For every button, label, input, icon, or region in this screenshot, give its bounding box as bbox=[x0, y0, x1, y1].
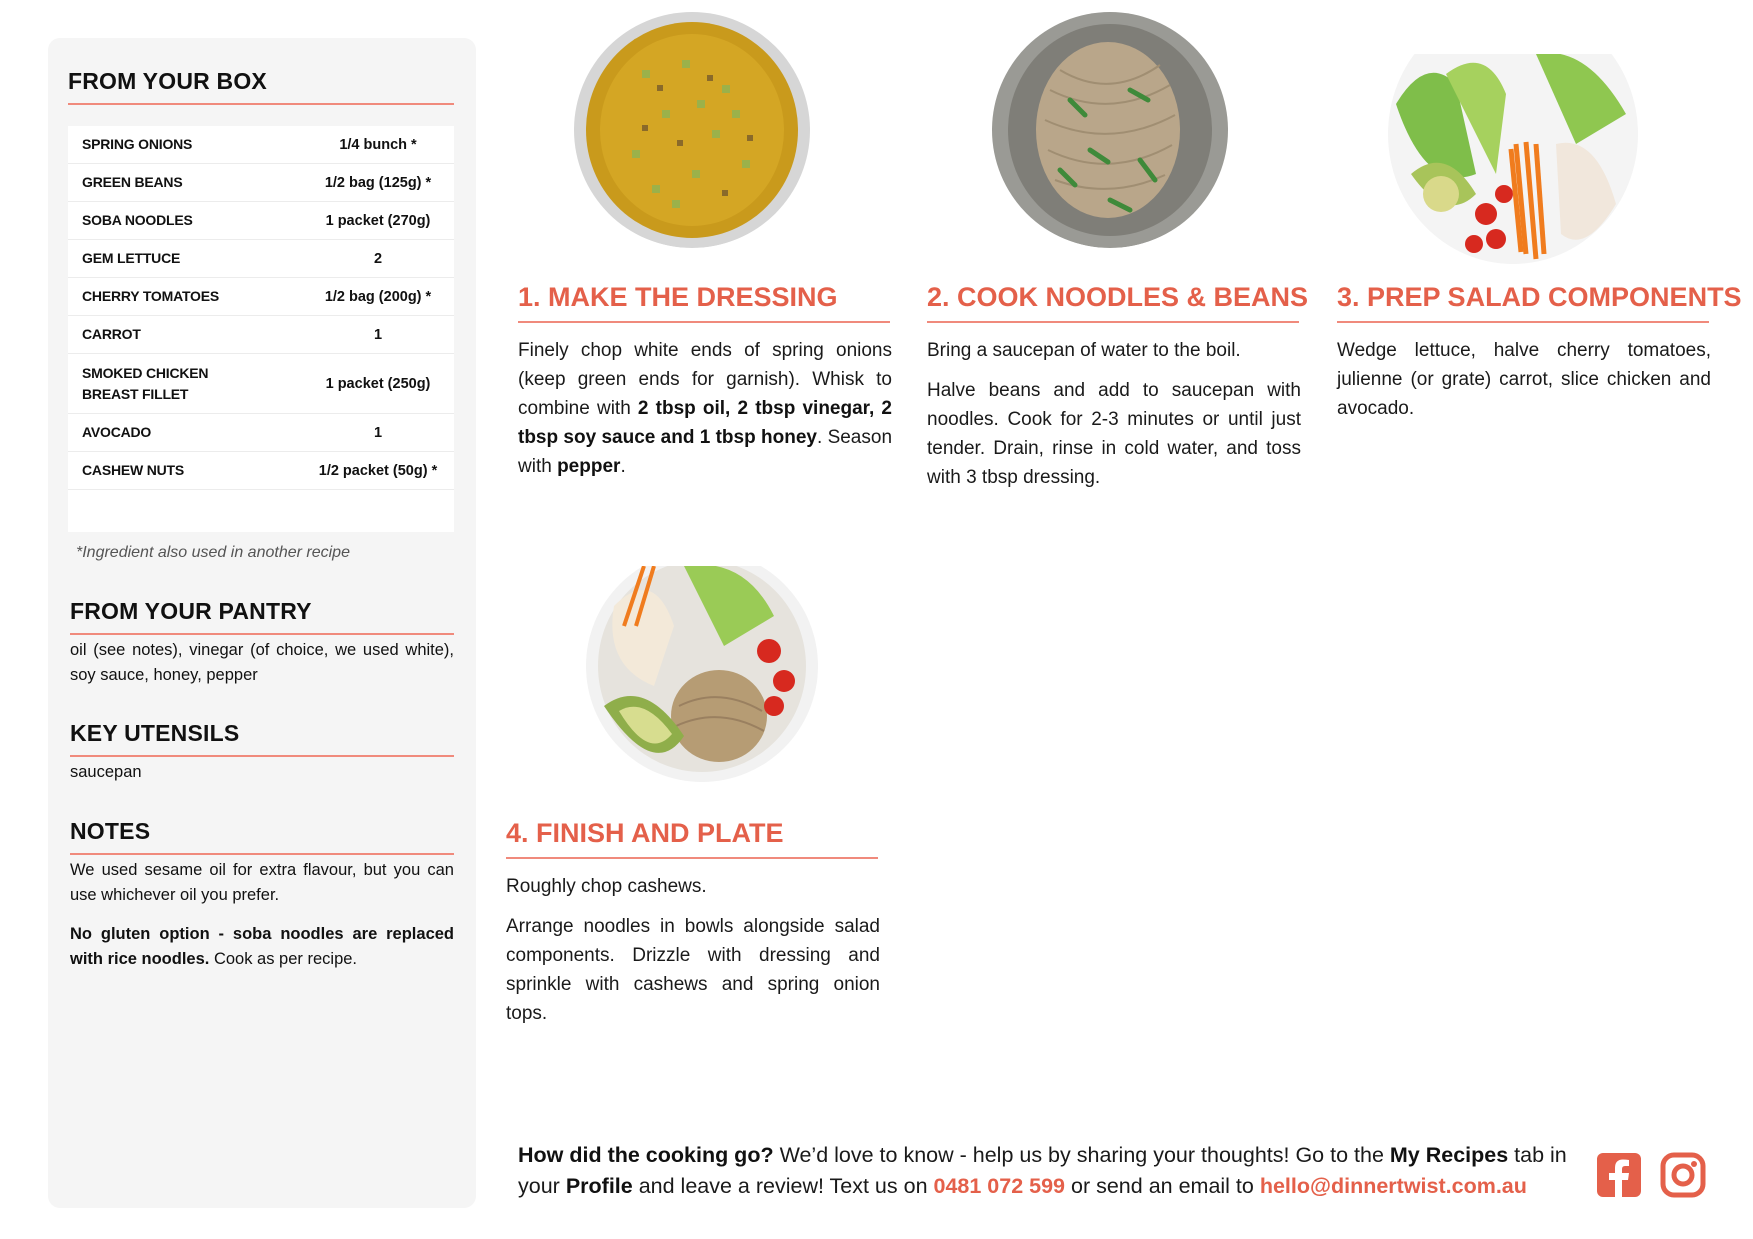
instagram-icon[interactable] bbox=[1660, 1152, 1706, 1198]
step-1-text-c: . Season with bbox=[518, 427, 893, 477]
ingredient-qty: 1 bbox=[373, 424, 383, 441]
gluten-note-bold: No gluten option - soba noodles are replaced with rice noodles. bbox=[70, 925, 454, 968]
ingredient-row bbox=[68, 316, 454, 354]
feedback-text-1: We’d love to know - help us by sharing your thoughts! Go to the bbox=[773, 1143, 1390, 1167]
ingredient-name: SPRING ONIONS bbox=[82, 136, 193, 152]
ingredient-row bbox=[68, 164, 454, 202]
ingredient-name: AVOCADO bbox=[82, 424, 152, 440]
facebook-icon[interactable] bbox=[1596, 1152, 1642, 1198]
notes-text: We used sesame oil for extra flavour, but you can use whichever oil you prefer. bbox=[70, 861, 454, 904]
ingredients-sidebar bbox=[48, 38, 476, 1208]
gluten-note-tail: Cook as per recipe. bbox=[209, 950, 358, 968]
ingredient-name: CHERRY TOMATOES bbox=[82, 288, 220, 304]
step-4-para-2: Arrange noodles in bowls alongside salad components. Drizzle with dressing and sprinkle with cashews and spring onion tops. bbox=[506, 916, 880, 1024]
ingredient-qty: 1 bbox=[373, 326, 383, 343]
ingredient-qty: 1/2 bag (125g) * bbox=[324, 174, 432, 191]
step-1-title: 1. MAKE THE DRESSING bbox=[518, 282, 890, 323]
ingredient-qty: 1/4 bunch * bbox=[339, 136, 417, 153]
ingredient-row bbox=[68, 414, 454, 452]
feedback-text-4: or send an email to bbox=[1065, 1174, 1260, 1198]
ingredient-qty: 2 bbox=[373, 250, 383, 267]
ingredient-footnote: *Ingredient also used in another recipe bbox=[76, 544, 350, 561]
dressing-bowl-image bbox=[572, 0, 812, 248]
step-4-text bbox=[506, 872, 880, 1039]
email-link[interactable]: hello@dinnertwist.com.au bbox=[1259, 1174, 1527, 1198]
step-1-text-pepper: pepper bbox=[557, 456, 621, 477]
ingredient-name: CARROT bbox=[82, 326, 141, 342]
from-your-box-title: FROM YOUR BOX bbox=[68, 68, 454, 105]
ingredient-name: GREEN BEANS bbox=[82, 174, 183, 190]
ingredient-qty: 1 packet (250g) bbox=[325, 375, 431, 392]
my-recipes-label: My Recipes bbox=[1389, 1143, 1509, 1167]
step-4-para-1: Roughly chop cashews. bbox=[506, 876, 707, 897]
ingredient-name: SMOKED CHICKEN BREAST FILLET bbox=[82, 364, 209, 402]
finished-plate-photo bbox=[584, 566, 820, 784]
ingredient-row bbox=[68, 354, 454, 414]
ingredient-name: GEM LETTUCE bbox=[82, 250, 181, 266]
salad-components-image bbox=[1386, 54, 1640, 266]
step-3-title: 3. PREP SALAD COMPONENTS bbox=[1337, 282, 1709, 323]
from-your-pantry-title: FROM YOUR PANTRY bbox=[70, 598, 454, 635]
ingredient-row bbox=[68, 452, 454, 490]
ingredients-table bbox=[68, 126, 454, 532]
ingredient-qty: 1/2 bag (200g) * bbox=[324, 288, 432, 305]
profile-label: Profile bbox=[565, 1174, 633, 1198]
noodles-pot-image bbox=[990, 0, 1230, 248]
step-3-text bbox=[1337, 336, 1711, 434]
ingredient-name: CASHEW NUTS bbox=[82, 462, 185, 478]
key-utensils-title: KEY UTENSILS bbox=[70, 720, 454, 757]
feedback-question: How did the cooking go? bbox=[518, 1143, 774, 1167]
step-2-para-2: Halve beans and add to saucepan with noodles. Cook for 2-3 minutes or until just tender. Drain, rinse in cold water, and toss with 3 tbsp dressing. bbox=[927, 380, 1301, 488]
ingredient-row bbox=[68, 240, 454, 278]
step-2-text bbox=[927, 336, 1301, 503]
pantry-text: oil (see notes), vinegar (of choice, we used white), soy sauce, honey, pepper bbox=[70, 641, 454, 684]
utensils-text: saucepan bbox=[70, 763, 142, 781]
step-1-text-bold: 2 tbsp oil, 2 tbsp vinegar, 2 tbsp soy sauce and 1 tbsp honey bbox=[518, 398, 893, 448]
phone-link[interactable]: 0481 072 599 bbox=[933, 1174, 1066, 1198]
step-1-text-e: . bbox=[620, 456, 626, 477]
noodles-photo bbox=[990, 0, 1230, 248]
feedback-footer bbox=[518, 1140, 1578, 1202]
ingredient-row bbox=[68, 126, 454, 164]
step-1-text bbox=[518, 336, 892, 492]
ingredient-qty: 1 packet (270g) bbox=[325, 212, 431, 229]
ingredient-row bbox=[68, 202, 454, 240]
step-3-para-1: Wedge lettuce, halve cherry tomatoes, julienne (or grate) carrot, slice chicken and avocado. bbox=[1337, 340, 1711, 419]
step-2-para-1: Bring a saucepan of water to the boil. bbox=[927, 340, 1241, 361]
ingredient-name: SOBA NOODLES bbox=[82, 212, 193, 228]
dressing-photo bbox=[572, 0, 812, 248]
ingredient-qty: 1/2 packet (50g) * bbox=[318, 462, 438, 479]
feedback-text-2: tab in your bbox=[518, 1143, 1567, 1198]
feedback-text-3: and leave a review! Text us on bbox=[632, 1174, 934, 1198]
salad-components-photo bbox=[1386, 54, 1640, 266]
gluten-note bbox=[70, 922, 454, 972]
step-1-text-a: Finely chop white ends of spring onions (keep green ends for garnish). Whisk to combine with bbox=[518, 340, 892, 419]
step-2-title: 2. COOK NOODLES & BEANS bbox=[927, 282, 1299, 323]
step-4-title: 4. FINISH AND PLATE bbox=[506, 818, 878, 859]
finished-bowl-image bbox=[584, 566, 820, 784]
ingredient-row bbox=[68, 278, 454, 316]
notes-title: NOTES bbox=[70, 818, 454, 855]
